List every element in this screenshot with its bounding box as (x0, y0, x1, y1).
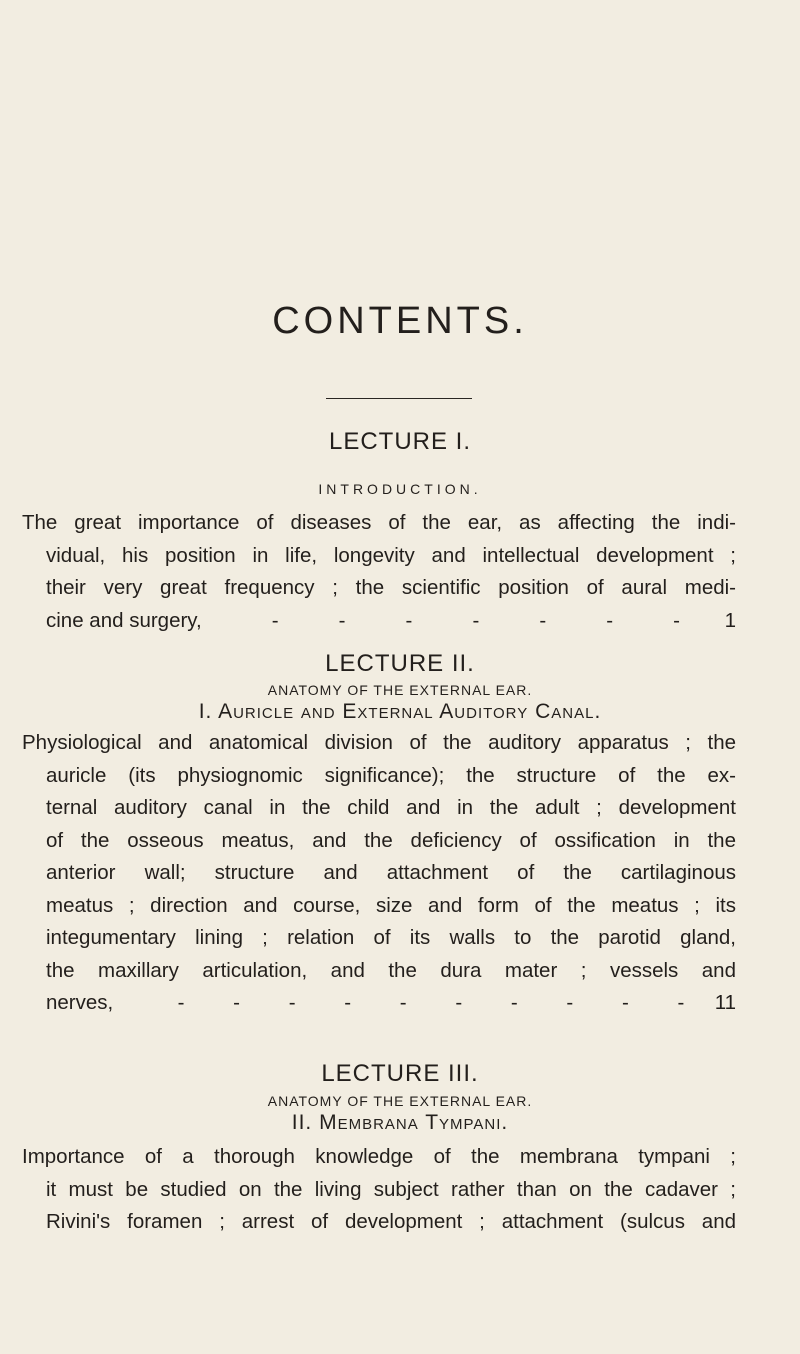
lecture-3-subheading: ANATOMY OF THE EXTERNAL EAR. (267, 1093, 533, 1109)
lecture-3-heading: LECTURE III. (321, 1060, 479, 1087)
leader-dashes: - - - - - - - - - - (177, 991, 685, 1014)
summary-line: the maxillary articulation, and the dura mater ; vessels and (46, 958, 736, 982)
lecture-3-section: II. Membrana Tympani. (291, 1111, 509, 1134)
page-title: CONTENTS. (272, 300, 528, 342)
summary-line: it must be studied on the living subject rather than on the cadaver ; (46, 1177, 736, 1201)
lecture-2-heading: LECTURE II. (325, 650, 475, 677)
summary-line: Physiological and anatomical division of the auditory apparatus ; the (22, 731, 736, 754)
summary-line: Importance of a thorough knowledge of the membrana tympani ; (22, 1145, 736, 1168)
lecture-1-heading: LECTURE I. (328, 428, 472, 455)
summary-line: meatus ; direction and course, size and form of the meatus ; its (46, 893, 736, 917)
summary-line: integumentary lining ; relation of its walls to the parotid gland, (46, 926, 736, 949)
lecture-2-section: I. Auricle and External Auditory Canal. (198, 700, 602, 723)
lecture-3-summary (22, 1141, 736, 1239)
lecture-1-subheading: INTRODUCTION. (318, 481, 482, 497)
summary-line: vidual, his position in life, longevity and intellectual development ; (46, 543, 736, 567)
page-number: 11 (714, 991, 736, 1014)
title-rule (326, 398, 472, 399)
lecture-1-summary (22, 507, 736, 637)
summary-line: their very great frequency ; the scientific position of aural medi- (46, 576, 736, 599)
summary-line: of the osseous meatus, and the deficiency of ossification in the (46, 828, 736, 852)
summary-line: anterior wall; structure and attachment of the cartilaginous (46, 861, 736, 884)
summary-line: cine and surgery, (46, 608, 202, 632)
page-number: 1 (724, 608, 736, 632)
summary-line: auricle (its physiognomic significance); the structure of the ex- (46, 763, 736, 787)
summary-line: The great importance of diseases of the ear, as affecting the indi- (22, 511, 736, 534)
summary-line: ternal auditory canal in the child and in the adult ; development (46, 796, 736, 819)
summary-last-line (46, 605, 736, 638)
summary-line: Rivini's foramen ; arrest of development ; attachment (sulcus and (46, 1210, 736, 1233)
summary-last-line (46, 987, 736, 1020)
summary-line: nerves, (46, 991, 114, 1014)
lecture-2-summary (22, 727, 736, 1020)
leader-dashes: - - - - - - - (271, 608, 680, 632)
lecture-2-subheading: ANATOMY OF THE EXTERNAL EAR. (267, 682, 533, 698)
